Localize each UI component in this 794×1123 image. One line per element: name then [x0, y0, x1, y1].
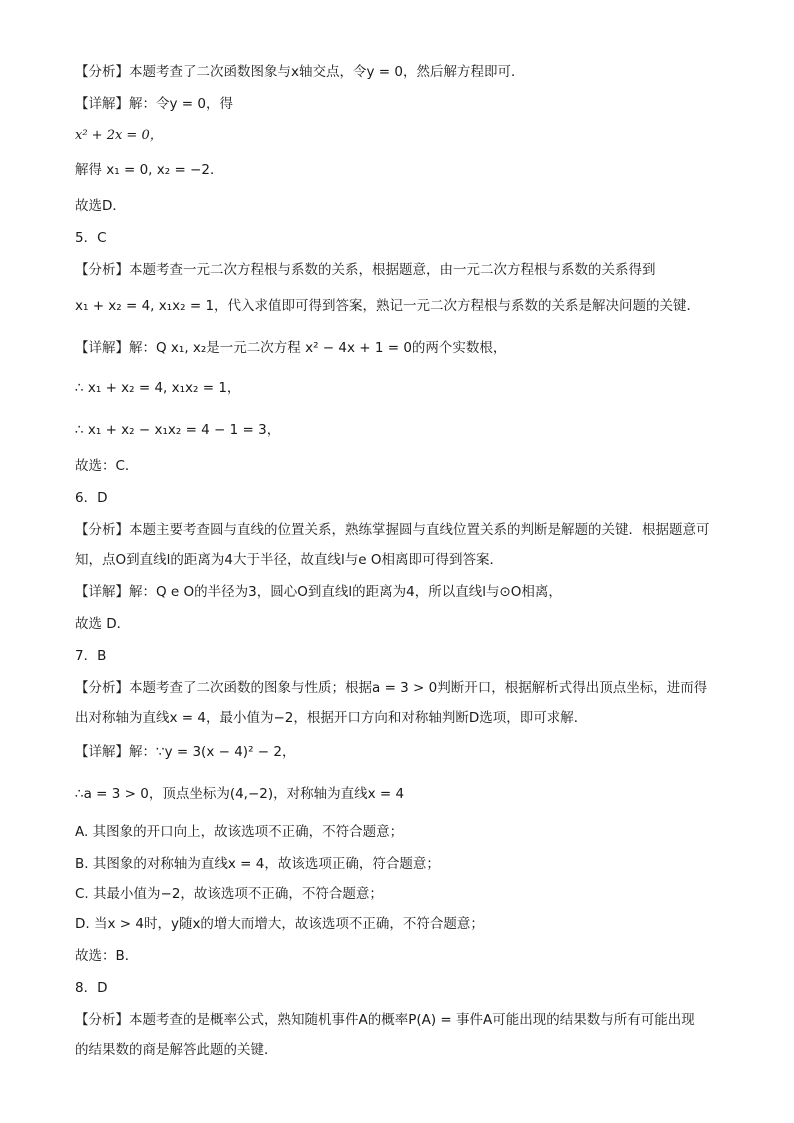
detail-line-7: 【详解】解：∵y = 3(x − 4)² − 2，	[75, 744, 296, 760]
analysis-line-1: 【分析】本题考查了二次函数图象与x轴交点，令y = 0，然后解方程即可．	[75, 64, 525, 80]
option-c-line: C. 其最小值为−2，故该选项不正确，不符合题意；	[75, 886, 383, 902]
question-7-answer: 7．B	[75, 648, 107, 664]
answer-line-4: 故选D．	[75, 198, 126, 214]
therefore-line-5a: ∴ x₁ + x₂ = 4, x₁x₂ = 1，	[75, 380, 241, 396]
question-6-answer: 6．D	[75, 490, 108, 506]
detail-line-1: 【详解】解：令y = 0，得	[75, 96, 233, 112]
solution-line: 解得 x₁ = 0, x₂ = −2．	[75, 162, 224, 178]
answer-line-7: 故选：B．	[75, 948, 139, 964]
analysis-line-5b: x₁ + x₂ = 4, x₁x₂ = 1，代入求值即可得到答案，熟记一元二次方程根与系数的关系是解决问题的关键．	[75, 298, 701, 314]
analysis-line-6b: 知，点O到直线l的距离为4大于半径，故直线l与e O相离即可得到答案．	[75, 552, 503, 568]
analysis-line-6a: 【分析】本题主要考查圆与直线的位置关系，熟练掌握圆与直线位置关系的判断是解题的关键．根据题意可	[75, 522, 710, 538]
analysis-line-5a: 【分析】本题考查一元二次方程根与系数的关系，根据题意，由一元二次方程根与系数的关系得到	[75, 262, 656, 278]
option-b-line: B. 其图象的对称轴为直线x = 4，故该选项正确，符合题意；	[75, 856, 440, 872]
question-5-answer: 5．C	[75, 230, 107, 246]
option-d-line: D. 当x > 4时，y随x的增大而增大，故该选项不正确，不符合题意；	[75, 916, 484, 932]
equation-line: x² + 2x = 0，	[75, 128, 163, 143]
detail-line-5: 【详解】解：Q x₁, x₂是一元二次方程 x² − 4x + 1 = 0的两个实数根，	[75, 340, 507, 356]
question-8-answer: 8．D	[75, 980, 108, 996]
therefore-line-5b: ∴ x₁ + x₂ − x₁x₂ = 4 − 1 = 3，	[75, 422, 281, 438]
detail-line-6: 【详解】解：Q e O的半径为3，圆心O到直线l的距离为4，所以直线l与⊙O相离，	[75, 584, 562, 600]
analysis-line-8b: 的结果数的商是解答此题的关键．	[75, 1042, 278, 1058]
answer-line-6: 故选 D．	[75, 616, 131, 632]
analysis-line-7b: 出对称轴为直线x = 4，最小值为−2，根据开口方向和对称轴判断D选项，即可求解．	[75, 710, 588, 726]
option-a-line: A. 其图象的开口向上，故该选项不正确，不符合题意；	[75, 824, 404, 840]
answer-line-5: 故选：C．	[75, 458, 139, 474]
analysis-line-7a: 【分析】本题考查了二次函数的图象与性质；根据a = 3 > 0判断开口，根据解析式得出顶点坐标，进而得	[75, 680, 708, 696]
vertex-line-7: ∴a = 3 > 0，顶点坐标为(4,−2)，对称轴为直线x = 4	[75, 786, 405, 802]
analysis-line-8a: 【分析】本题考查的是概率公式，熟知随机事件A的概率P(A) = 事件A可能出现的结果数与所有可能出现	[75, 1012, 695, 1028]
